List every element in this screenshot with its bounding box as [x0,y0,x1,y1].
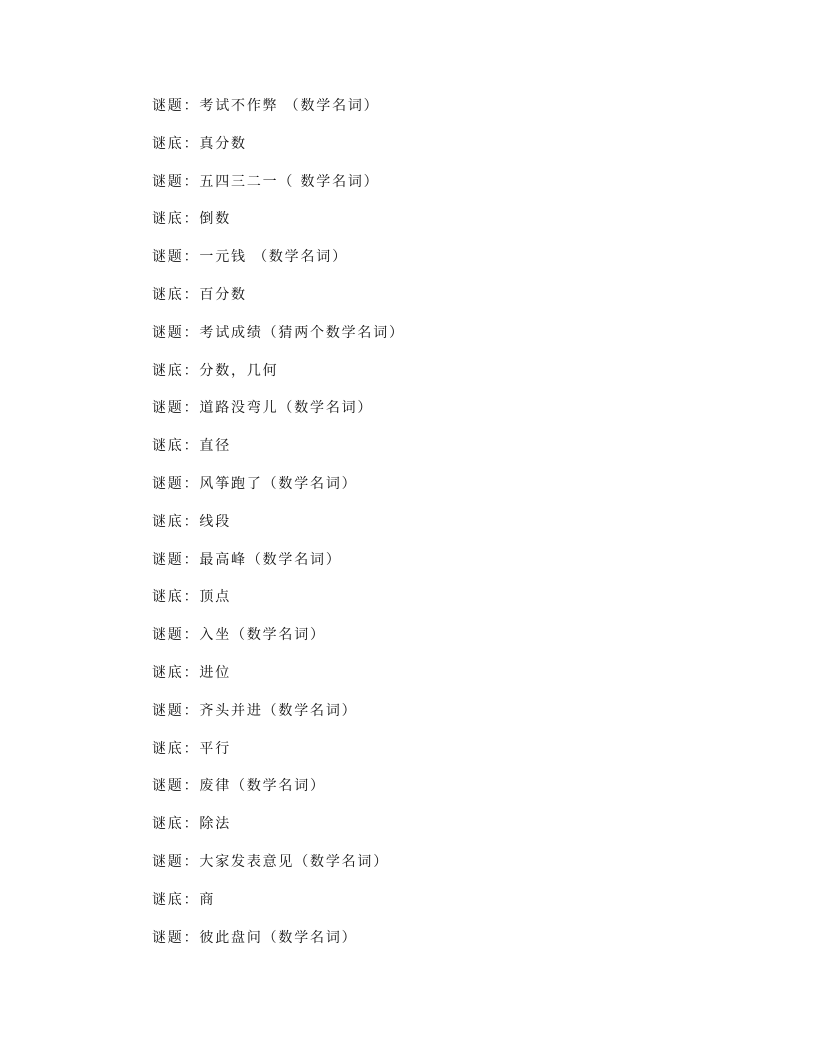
label-separator: ： [183,702,200,719]
riddle-question-line [152,624,405,662]
label-separator: ： [183,135,200,152]
line-text: 考试不作弊 （数学名词） [199,98,380,114]
line-text: 顶点 [199,589,232,606]
line-text: 分数，几何 [199,362,279,379]
label-separator: ： [183,740,200,757]
line-label: 谜底 [152,740,184,757]
label-separator: ： [183,853,200,870]
line-text: 废律（数学名词） [199,778,326,795]
line-text: 彼此盘问（数学名词） [199,929,358,946]
riddle-question-line [152,775,405,813]
riddle-answer-line [152,662,405,700]
line-text: 平行 [199,740,232,757]
riddle-answer-line [152,738,405,776]
line-label: 谜题 [152,324,184,341]
riddle-question-line [152,95,405,133]
line-text: 进位 [199,664,232,681]
line-label: 谜底 [152,589,184,606]
label-separator: ： [183,891,200,908]
line-label: 谜底 [152,891,184,908]
riddle-question-line [152,700,405,738]
riddle-answer-line [152,435,405,473]
line-text: 齐头并进（数学名词） [199,702,358,719]
line-label: 谜题 [152,853,184,870]
line-text: 直径 [199,438,232,455]
label-separator: ： [183,513,200,530]
line-label: 谜题 [152,173,184,190]
line-label: 谜底 [152,438,184,455]
label-separator: ： [183,173,200,190]
label-separator: ： [183,589,200,606]
line-label: 谜底 [152,362,184,379]
label-separator: ： [183,551,200,568]
riddle-list [152,95,405,964]
label-separator: ： [183,400,200,417]
line-text: 真分数 [199,135,247,152]
riddle-question-line [152,397,405,435]
label-separator: ： [183,778,200,795]
line-text: 除法 [199,816,232,833]
line-text: 考试成绩（猜两个数学名词） [199,324,405,341]
riddle-question-line [152,322,405,360]
label-separator: ： [183,362,200,379]
line-text: 一元钱 （数学名词） [199,249,348,266]
line-text: 线段 [199,513,232,530]
label-separator: ： [183,286,200,303]
riddle-answer-line [152,360,405,398]
line-text: 入坐（数学名词） [199,627,326,644]
line-text: 五四三二一（ 数学名词） [199,173,380,190]
line-label: 谜题 [152,400,184,417]
label-separator: ： [183,627,200,644]
line-text: 大家发表意见（数学名词） [199,853,390,870]
label-separator: ： [183,816,200,833]
line-text: 倒数 [199,211,232,228]
label-separator: ： [183,211,200,228]
riddle-answer-line [152,133,405,171]
line-label: 谜底 [152,211,184,228]
label-separator: ： [183,438,200,455]
line-text: 商 [199,891,216,908]
line-label: 谜底 [152,664,184,681]
line-text: 最高峰（数学名词） [199,551,342,568]
riddle-question-line [152,549,405,587]
line-text: 道路没弯儿（数学名词） [199,400,374,417]
riddle-answer-line [152,208,405,246]
line-label: 谜题 [152,778,184,795]
label-separator: ： [183,475,200,492]
line-label: 谜题 [152,929,184,946]
riddle-question-line [152,246,405,284]
line-label: 谜底 [152,135,184,152]
riddle-question-line [152,851,405,889]
label-separator: ： [183,664,200,681]
riddle-question-line [152,927,405,965]
label-separator: ： [183,929,200,946]
line-text: 百分数 [199,286,247,303]
riddle-question-line [152,473,405,511]
riddle-answer-line [152,511,405,549]
line-label: 谜底 [152,286,184,303]
label-separator: ： [183,324,200,341]
riddle-answer-line [152,586,405,624]
label-separator: ： [183,98,200,114]
line-label: 谜题 [152,702,184,719]
line-text: 风筝跑了（数学名词） [199,475,358,492]
line-label: 谜题 [152,627,184,644]
label-separator: ： [183,249,200,266]
riddle-answer-line [152,813,405,851]
riddle-answer-line [152,284,405,322]
line-label: 谜题 [152,249,184,266]
line-label: 谜题 [152,475,184,492]
riddle-answer-line [152,889,405,927]
line-label: 谜底 [152,816,184,833]
line-label: 谜题 [152,98,184,114]
line-label: 谜题 [152,551,184,568]
line-label: 谜底 [152,513,184,530]
riddle-question-line [152,171,405,209]
